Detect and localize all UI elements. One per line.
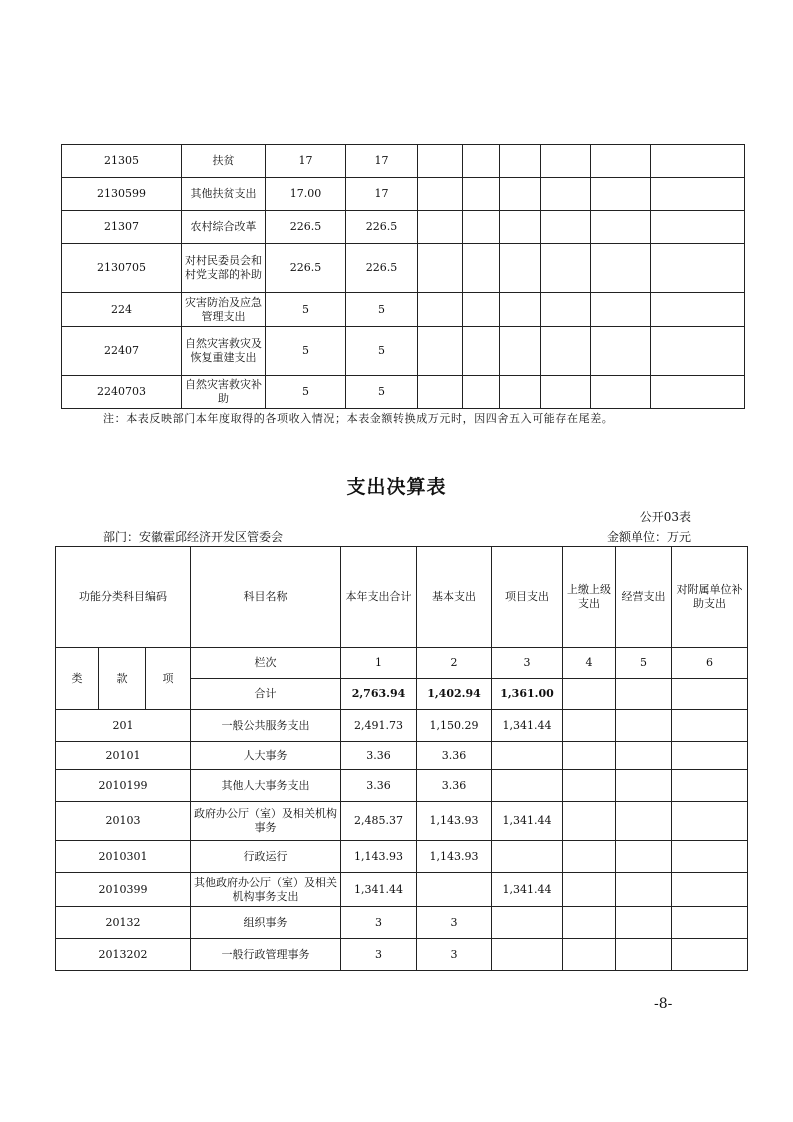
amount-total: 3: [341, 939, 417, 971]
amount-cell: 5: [346, 327, 418, 376]
amount-cell: 5: [266, 327, 346, 376]
amount-project: [492, 907, 563, 939]
amount-unit-label: 金额单位：万元: [606, 530, 691, 544]
subject-code: 2240703: [62, 376, 182, 409]
subject-name: 对村民委员会和村党支部的补助: [182, 244, 266, 293]
amount-basic: 3: [417, 939, 492, 971]
amount-basic: [417, 873, 492, 907]
subject-code: 2013202: [56, 939, 191, 971]
amount-cell: 226.5: [346, 211, 418, 244]
amount-cell: 5: [346, 293, 418, 327]
subject-name: 一般公共服务支出: [191, 710, 341, 742]
subject-name: 其他人大事务支出: [191, 770, 341, 802]
table-row: [56, 939, 748, 971]
amount-project: 1,341.44: [492, 873, 563, 907]
amount-cell: 226.5: [346, 244, 418, 293]
department-label: 部门：安徽霍邱经济开发区管委会: [103, 530, 284, 544]
column-number-label: 栏次: [191, 648, 341, 679]
amount-project: 1,341.44: [492, 802, 563, 841]
column-number: 5: [616, 648, 672, 679]
amount-basic: 1,143.93: [417, 802, 492, 841]
subject-name: 一般行政管理事务: [191, 939, 341, 971]
subject-name: 政府办公厅（室）及相关机构事务: [191, 802, 341, 841]
table-row: [62, 293, 745, 327]
amount-cell: 17: [346, 145, 418, 178]
subject-code: 21307: [62, 211, 182, 244]
total-basic: 1,402.94: [417, 679, 492, 710]
table-row: [56, 907, 748, 939]
subject-code: 2010199: [56, 770, 191, 802]
amount-cell: 5: [266, 376, 346, 409]
header-row: [56, 547, 748, 648]
amount-total: 2,485.37: [341, 802, 417, 841]
amount-project: [492, 770, 563, 802]
subject-code: 201: [56, 710, 191, 742]
col-header-name: 科目名称: [191, 547, 341, 648]
amount-cell: 226.5: [266, 211, 346, 244]
column-number: 6: [672, 648, 748, 679]
amount-basic: 3.36: [417, 770, 492, 802]
table2-body: [56, 547, 748, 971]
subject-code: 224: [62, 293, 182, 327]
amount-cell: 5: [266, 293, 346, 327]
page-title: 支出决算表: [346, 476, 447, 498]
subject-code: 21305: [62, 145, 182, 178]
amount-cell: 17: [346, 178, 418, 211]
amount-basic: 3.36: [417, 742, 492, 770]
subject-name: 其他政府办公厅（室）及相关机构事务支出: [191, 873, 341, 907]
subject-name: 人大事务: [191, 742, 341, 770]
amount-total: 3.36: [341, 770, 417, 802]
expenditure-table: [55, 546, 748, 971]
amount-total: 1,341.44: [341, 873, 417, 907]
amount-basic: 1,143.93: [417, 841, 492, 873]
table-row: [56, 802, 748, 841]
subject-code: 2130705: [62, 244, 182, 293]
column-number: 2: [417, 648, 492, 679]
subject-name: 农村综合改革: [182, 211, 266, 244]
table-row: [62, 327, 745, 376]
table-row: [56, 873, 748, 907]
table-row: [56, 770, 748, 802]
revenue-table-continued: [61, 144, 745, 409]
subject-name: 组织事务: [191, 907, 341, 939]
table-row: [62, 178, 745, 211]
col-header-basic: 基本支出: [417, 547, 492, 648]
col-header-total: 本年支出合计: [341, 547, 417, 648]
col-header-subsidiary: 对附属单位补助支出: [672, 547, 748, 648]
amount-basic: 3: [417, 907, 492, 939]
amount-project: [492, 742, 563, 770]
subject-code: 2010301: [56, 841, 191, 873]
col-header-business: 经营支出: [616, 547, 672, 648]
subject-name: 灾害防治及应急管理支出: [182, 293, 266, 327]
table-row: [62, 376, 745, 409]
subject-code: 20103: [56, 802, 191, 841]
column-number-row: [56, 648, 748, 679]
subject-name: 自然灾害救灾补助: [182, 376, 266, 409]
table-row: [62, 244, 745, 293]
page-number: -8-: [654, 996, 673, 1012]
sub-header-kuan: 款: [99, 648, 146, 710]
subject-name: 自然灾害救灾及恢复重建支出: [182, 327, 266, 376]
table-row: [56, 710, 748, 742]
table-note: 注：本表反映部门本年度取得的各项收入情况；本表金额转换成万元时，因四舍五入可能存在尾差。: [103, 412, 614, 425]
amount-project: [492, 841, 563, 873]
col-header-code: 功能分类科目编码: [56, 547, 191, 648]
subject-name: 行政运行: [191, 841, 341, 873]
subject-code: 2010399: [56, 873, 191, 907]
total-project: 1,361.00: [492, 679, 563, 710]
column-number: 4: [563, 648, 616, 679]
amount-cell: 5: [346, 376, 418, 409]
total-label: 合计: [191, 679, 341, 710]
subject-code: 2130599: [62, 178, 182, 211]
table-row: [56, 742, 748, 770]
col-header-upper: 上缴上级支出: [563, 547, 616, 648]
total-amount: 2,763.94: [341, 679, 417, 710]
subject-name: 扶贫: [182, 145, 266, 178]
table-row: [62, 211, 745, 244]
amount-project: 1,341.44: [492, 710, 563, 742]
subject-code: 20132: [56, 907, 191, 939]
amount-total: 3: [341, 907, 417, 939]
table1-body: [62, 145, 745, 409]
column-number: 1: [341, 648, 417, 679]
sub-header-xiang: 项: [146, 648, 191, 710]
form-number: 公开03表: [639, 510, 691, 524]
amount-project: [492, 939, 563, 971]
column-number: 3: [492, 648, 563, 679]
amount-cell: 226.5: [266, 244, 346, 293]
table-row: [62, 145, 745, 178]
subject-name: 其他扶贫支出: [182, 178, 266, 211]
subject-code: 22407: [62, 327, 182, 376]
amount-total: 1,143.93: [341, 841, 417, 873]
subject-code: 20101: [56, 742, 191, 770]
col-header-project: 项目支出: [492, 547, 563, 648]
amount-total: 2,491.73: [341, 710, 417, 742]
sub-header-lei: 类: [56, 648, 99, 710]
amount-total: 3.36: [341, 742, 417, 770]
table-row: [56, 841, 748, 873]
amount-cell: 17: [266, 145, 346, 178]
amount-basic: 1,150.29: [417, 710, 492, 742]
amount-cell: 17.00: [266, 178, 346, 211]
